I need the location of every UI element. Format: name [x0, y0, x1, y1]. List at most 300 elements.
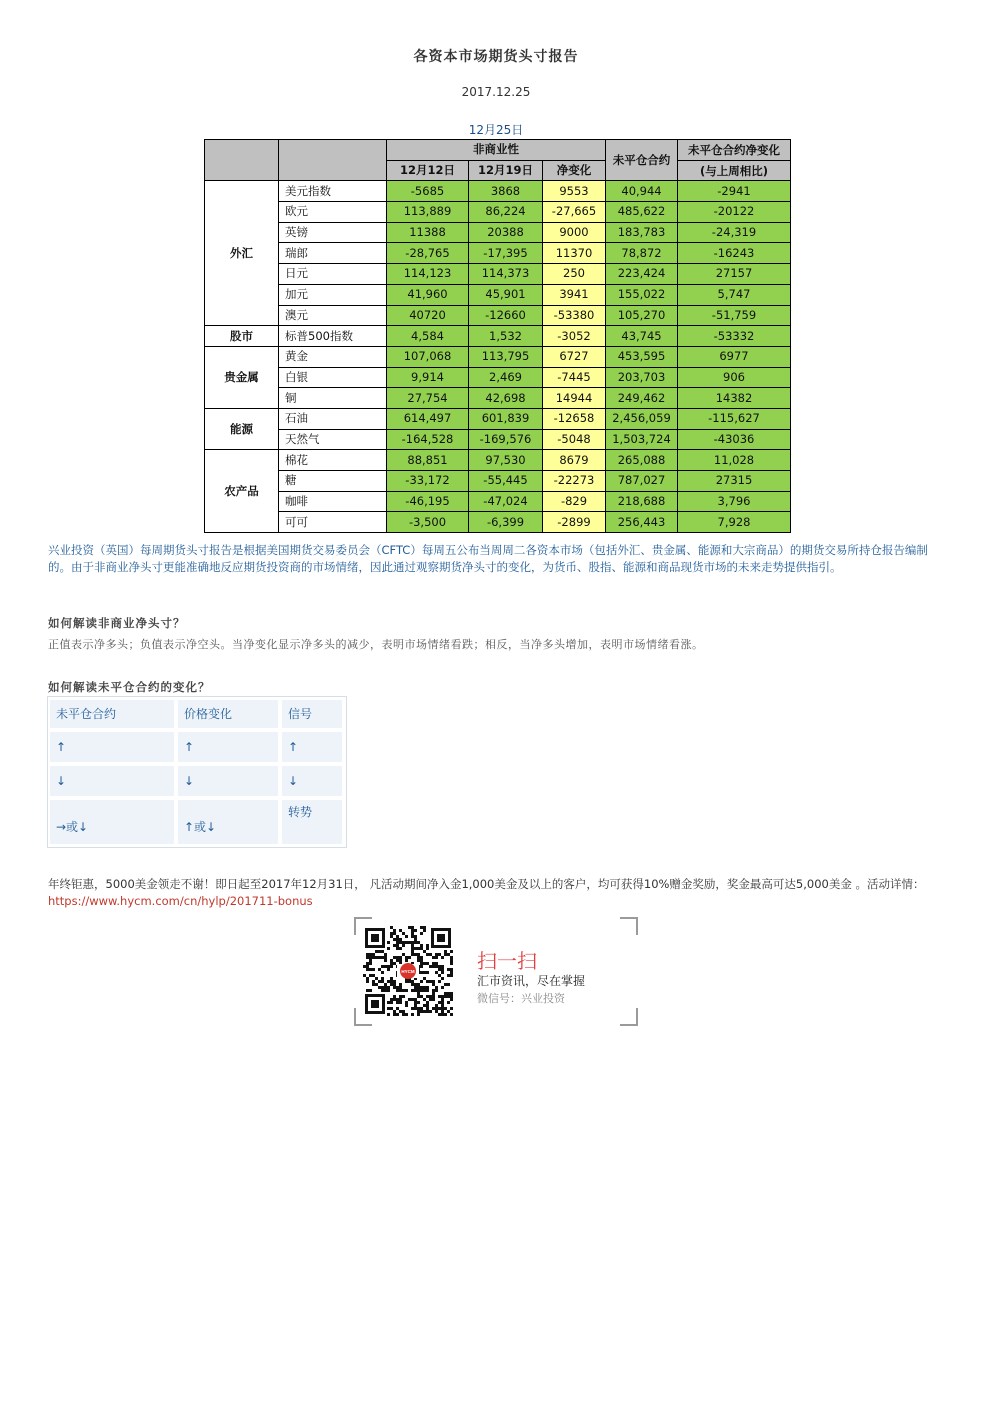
- qr-module: [393, 986, 396, 989]
- qr-module: [366, 962, 369, 965]
- qr-module: [441, 968, 444, 971]
- asset-name-cell: 糖: [279, 471, 387, 492]
- qr-module: [450, 971, 453, 974]
- category-cell: 贵金属: [205, 346, 279, 408]
- table-row: [205, 367, 791, 388]
- qr-module: [450, 992, 453, 995]
- qr-module: [426, 947, 429, 950]
- category-cell: 股市: [205, 326, 279, 347]
- qr-module: [393, 998, 396, 1001]
- qr-module: [414, 989, 417, 992]
- qr-module: [426, 1010, 429, 1013]
- qr-module: [420, 947, 423, 950]
- qr-module: [399, 983, 402, 986]
- signal-cell: ↑: [282, 732, 342, 762]
- qr-module: [417, 1007, 420, 1010]
- qr-module: [414, 935, 417, 938]
- qr-module: [381, 971, 384, 974]
- corner-mark: [620, 917, 638, 935]
- qr-module: [393, 1013, 396, 1016]
- qr-module: [384, 959, 387, 962]
- qr-module: [411, 935, 414, 938]
- qr-module: [402, 1013, 405, 1016]
- cot-table-body: [205, 181, 791, 533]
- qr-module: [387, 986, 390, 989]
- qr-module: [405, 1001, 408, 1004]
- qr-module: [432, 980, 435, 983]
- value-cell-date1: 4,584: [387, 326, 469, 347]
- qr-module: [426, 980, 429, 983]
- qr-module: [387, 1001, 390, 1004]
- qr-module: [447, 995, 450, 998]
- qr-module: [420, 971, 423, 974]
- table-row: [205, 491, 791, 512]
- oi-change-cell: 11,028: [678, 450, 791, 471]
- qr-module: [393, 932, 396, 935]
- qr-module: [366, 977, 369, 980]
- qr-module: [369, 968, 372, 971]
- qr-module: [429, 953, 432, 956]
- value-cell-date1: 11388: [387, 222, 469, 243]
- signal-cell: →或↓: [50, 800, 174, 844]
- qr-module: [405, 989, 408, 992]
- qr-module: [411, 1007, 414, 1010]
- qr-module: [393, 944, 396, 947]
- net-change-cell: -27,665: [543, 202, 606, 223]
- value-cell-date2: 97,530: [469, 450, 543, 471]
- net-change-cell: 14944: [543, 388, 606, 409]
- qr-module: [390, 977, 393, 980]
- qr-module: [405, 941, 408, 944]
- oi-change-cell: 3,796: [678, 491, 791, 512]
- qr-module: [387, 965, 390, 968]
- qr-module: [417, 1001, 420, 1004]
- qr-module: [366, 980, 369, 983]
- open-interest-cell: 787,027: [606, 471, 678, 492]
- qr-module: [438, 1013, 441, 1016]
- qr-module: [378, 980, 381, 983]
- qr-module: [390, 1001, 393, 1004]
- qr-module: [393, 956, 396, 959]
- qr-module: [411, 932, 414, 935]
- qr-module: [399, 938, 402, 941]
- qr-module: [420, 1007, 423, 1010]
- value-cell-date1: 614,497: [387, 408, 469, 429]
- signal-header-oi: 未平仓合约: [50, 700, 174, 728]
- qr-module: [420, 989, 423, 992]
- qr-module: [441, 995, 444, 998]
- oi-change-cell: 5,747: [678, 284, 791, 305]
- qr-module: [435, 971, 438, 974]
- value-cell-date2: -6,399: [469, 512, 543, 533]
- table-row: [205, 284, 791, 305]
- qr-module: [423, 971, 426, 974]
- qr-module: [435, 962, 438, 965]
- qr-module: [372, 956, 375, 959]
- qr-module: [441, 1013, 444, 1016]
- qr-module: [420, 995, 423, 998]
- qr-module: [399, 959, 402, 962]
- qr-module: [402, 1010, 405, 1013]
- qr-module: [435, 965, 438, 968]
- qr-module: [444, 953, 447, 956]
- header-net-change: 净变化: [543, 160, 606, 181]
- qr-module: [375, 983, 378, 986]
- qr-module: [432, 989, 435, 992]
- qr-module: [444, 1013, 447, 1016]
- qr-module: [381, 977, 384, 980]
- qr-module: [405, 1004, 408, 1007]
- qr-module: [417, 989, 420, 992]
- qr-module: [408, 956, 411, 959]
- value-cell-date2: 113,795: [469, 346, 543, 367]
- corner-mark: [620, 1008, 638, 1026]
- table-row: [205, 512, 791, 533]
- qr-module: [435, 986, 438, 989]
- qr-module: [402, 953, 405, 956]
- qr-module: [441, 986, 444, 989]
- qr-module: [429, 980, 432, 983]
- qr-module: [396, 1007, 399, 1010]
- value-cell-date2: 1,532: [469, 326, 543, 347]
- value-cell-date1: -46,195: [387, 491, 469, 512]
- qr-module: [417, 992, 420, 995]
- qr-module: [414, 1001, 417, 1004]
- qr-module: [399, 995, 402, 998]
- qr-module: [366, 953, 369, 956]
- qr-module: [432, 962, 435, 965]
- qr-module: [426, 971, 429, 974]
- qr-module: [384, 953, 387, 956]
- qr-module: [381, 980, 384, 983]
- open-interest-cell: 218,688: [606, 491, 678, 512]
- qr-module: [441, 1004, 444, 1007]
- qr-module: [372, 968, 375, 971]
- value-cell-date2: 86,224: [469, 202, 543, 223]
- qr-module: [390, 1007, 393, 1010]
- open-interest-cell: 2,456,059: [606, 408, 678, 429]
- asset-name-cell: 美元指数: [279, 181, 387, 202]
- open-interest-cell: 155,022: [606, 284, 678, 305]
- qr-module: [417, 959, 420, 962]
- qr-module: [396, 935, 399, 938]
- qr-module: [432, 992, 435, 995]
- qr-module: [423, 962, 426, 965]
- oi-change-cell: -115,627: [678, 408, 791, 429]
- qr-module: [426, 986, 429, 989]
- net-change-cell: -22273: [543, 471, 606, 492]
- header-oi-change-note: (与上周相比): [678, 160, 791, 181]
- qr-module: [441, 1010, 444, 1013]
- header-date1: 12月12日: [387, 160, 469, 181]
- qr-module: [438, 1001, 441, 1004]
- qr-module: [411, 929, 414, 932]
- qr-module: [393, 983, 396, 986]
- signal-table: [47, 696, 347, 848]
- qr-module: [450, 1013, 453, 1016]
- qr-module: [387, 941, 390, 944]
- qr-module: [411, 980, 414, 983]
- qr-module: [372, 980, 375, 983]
- qr-module: [438, 965, 441, 968]
- qr-module: [411, 941, 414, 944]
- qr-module: [420, 956, 423, 959]
- qr-module: [408, 926, 411, 929]
- qr-module: [441, 1007, 444, 1010]
- wechat-id: 微信号：兴业投资: [477, 992, 565, 1005]
- open-interest-cell: 43,745: [606, 326, 678, 347]
- asset-name-cell: 白银: [279, 367, 387, 388]
- qr-module: [390, 935, 393, 938]
- qr-module: [420, 1010, 423, 1013]
- qr-card: [354, 917, 638, 1026]
- qr-module: [435, 953, 438, 956]
- qr-module: [429, 998, 432, 1001]
- qr-module: [384, 986, 387, 989]
- qr-module: [396, 956, 399, 959]
- qr-module: [378, 986, 381, 989]
- header-blank-category: [205, 140, 279, 181]
- qr-module: [444, 950, 447, 953]
- faq-answer-1: 正值表示净多头；负值表示净空头。当净变化显示净多头的减少，表明市场情绪看跌；相反，当净多头增加，表明市场情绪看涨。: [48, 638, 704, 651]
- qr-module: [432, 956, 435, 959]
- qr-module: [423, 977, 426, 980]
- table-row: [205, 222, 791, 243]
- qr-module: [387, 989, 390, 992]
- open-interest-cell: 40,944: [606, 181, 678, 202]
- qr-module: [417, 995, 420, 998]
- qr-module: [447, 1010, 450, 1013]
- qr-module: [381, 950, 384, 953]
- qr-module: [420, 932, 423, 935]
- net-change-cell: 8679: [543, 450, 606, 471]
- qr-module: [414, 929, 417, 932]
- qr-module: [414, 953, 417, 956]
- qr-module: [435, 989, 438, 992]
- qr-module: [438, 1007, 441, 1010]
- oi-change-cell: -43036: [678, 429, 791, 450]
- signal-cell: 转势: [282, 800, 342, 844]
- qr-module: [423, 1010, 426, 1013]
- qr-module: [417, 983, 420, 986]
- net-change-cell: 9553: [543, 181, 606, 202]
- qr-module: [369, 974, 372, 977]
- qr-module: [423, 1004, 426, 1007]
- qr-module: [426, 1007, 429, 1010]
- qr-module: [366, 989, 369, 992]
- qr-module: [447, 953, 450, 956]
- qr-module: [408, 998, 411, 1001]
- qr-module: [450, 974, 453, 977]
- qr-module: [438, 953, 441, 956]
- value-cell-date1: 41,960: [387, 284, 469, 305]
- scan-label: 扫一扫: [477, 949, 537, 973]
- qr-module: [420, 962, 423, 965]
- qr-module: [426, 1001, 429, 1004]
- qr-module: [414, 941, 417, 944]
- qr-module: [450, 1007, 453, 1010]
- qr-module: [441, 971, 444, 974]
- qr-module: [390, 983, 393, 986]
- intro-paragraph: 兴业投资（英国）每周期货头寸报告是根据美国期货交易委员会（CFTC）每周五公布当周周二各资本市场（包括外汇、贵金属、能源和大宗商品）的期货交易所持仓报告编制的。由于非商业净头寸更能准确地反应期货投资商的市场情绪，因此通过观察期货净头寸的变化，为货币、股指、能源和商品现货市场的未来走势提供指引。: [48, 543, 928, 574]
- oi-change-cell: 27315: [678, 471, 791, 492]
- qr-module: [387, 968, 390, 971]
- promo-text: 年终钜惠，5000美金领走不谢！即日起至2017年12月31日， 凡活动期间净入金1,000美金及以上的客户，均可获得10%赠金奖励，奖金最高可达5,000美金 。活动详情：: [48, 877, 925, 891]
- value-cell-date2: 42,698: [469, 388, 543, 409]
- qr-module: [372, 983, 375, 986]
- qr-module: [411, 947, 414, 950]
- open-interest-cell: 223,424: [606, 264, 678, 285]
- qr-module: [438, 995, 441, 998]
- qr-module: [429, 1010, 432, 1013]
- qr-module: [369, 989, 372, 992]
- qr-module: [393, 938, 396, 941]
- oi-change-cell: -24,319: [678, 222, 791, 243]
- table-row: [205, 429, 791, 450]
- qr-module: [390, 959, 393, 962]
- qr-module: [378, 950, 381, 953]
- qr-module: [450, 995, 453, 998]
- qr-module: [405, 1013, 408, 1016]
- qr-module: [417, 1013, 420, 1016]
- qr-module: [381, 956, 384, 959]
- qr-module: [387, 1007, 390, 1010]
- oi-change-cell: -51,759: [678, 305, 791, 326]
- open-interest-cell: 78,872: [606, 243, 678, 264]
- qr-module: [450, 962, 453, 965]
- qr-module: [441, 956, 444, 959]
- open-interest-cell: 249,462: [606, 388, 678, 409]
- qr-module: [414, 938, 417, 941]
- value-cell-date2: 20388: [469, 222, 543, 243]
- qr-module: [396, 944, 399, 947]
- value-cell-date1: -164,528: [387, 429, 469, 450]
- qr-module: [372, 953, 375, 956]
- signal-header-signal: 信号: [282, 700, 342, 728]
- oi-change-cell: 6977: [678, 346, 791, 367]
- qr-module: [366, 965, 369, 968]
- qr-module: [438, 968, 441, 971]
- signal-cell: ↓: [50, 766, 174, 796]
- signal-cell: ↑或↓: [178, 800, 278, 844]
- qr-module: [393, 1010, 396, 1013]
- qr-module: [414, 947, 417, 950]
- qr-module: [378, 956, 381, 959]
- asset-name-cell: 标普500指数: [279, 326, 387, 347]
- value-cell-date2: 2,469: [469, 367, 543, 388]
- asset-name-cell: 棉花: [279, 450, 387, 471]
- oi-change-cell: -2941: [678, 181, 791, 202]
- header-open-interest: 未平仓合约: [606, 140, 678, 181]
- value-cell-date1: 27,754: [387, 388, 469, 409]
- oi-change-cell: -20122: [678, 202, 791, 223]
- asset-name-cell: 欧元: [279, 202, 387, 223]
- qr-module: [390, 926, 393, 929]
- net-change-cell: -7445: [543, 367, 606, 388]
- qr-module: [438, 980, 441, 983]
- table-row: [205, 388, 791, 409]
- net-change-cell: -2899: [543, 512, 606, 533]
- qr-module: [390, 962, 393, 965]
- qr-module: [435, 1010, 438, 1013]
- qr-module: [420, 944, 423, 947]
- qr-module: [393, 995, 396, 998]
- table-row: [205, 243, 791, 264]
- qr-module: [432, 1007, 435, 1010]
- qr-module: [444, 992, 447, 995]
- category-cell: 农产品: [205, 450, 279, 533]
- qr-module: [426, 1004, 429, 1007]
- net-change-cell: 250: [543, 264, 606, 285]
- oi-change-cell: -53332: [678, 326, 791, 347]
- qr-module: [432, 995, 435, 998]
- table-row: [205, 202, 791, 223]
- qr-module: [399, 947, 402, 950]
- qr-module: [423, 989, 426, 992]
- qr-module: [372, 974, 375, 977]
- signal-header-price: 价格变化: [178, 700, 278, 728]
- asset-name-cell: 加元: [279, 284, 387, 305]
- qr-module: [420, 959, 423, 962]
- qr-module: [384, 989, 387, 992]
- qr-module: [417, 1010, 420, 1013]
- net-change-cell: -3052: [543, 326, 606, 347]
- value-cell-date2: 45,901: [469, 284, 543, 305]
- qr-module: [426, 944, 429, 947]
- qr-module: [435, 1004, 438, 1007]
- qr-module: [426, 989, 429, 992]
- qr-module: [396, 941, 399, 944]
- oi-change-cell: 14382: [678, 388, 791, 409]
- page-title: 各资本市场期货头寸报告: [413, 49, 579, 65]
- asset-name-cell: 石油: [279, 408, 387, 429]
- qr-module: [375, 956, 378, 959]
- qr-module: [399, 1001, 402, 1004]
- qr-module: [399, 956, 402, 959]
- qr-module: [405, 959, 408, 962]
- qr-module: [405, 935, 408, 938]
- oi-change-cell: 906: [678, 367, 791, 388]
- asset-name-cell: 铜: [279, 388, 387, 409]
- qr-module: [411, 1013, 414, 1016]
- qr-module: [426, 953, 429, 956]
- value-cell-date2: -55,445: [469, 471, 543, 492]
- qr-module: [450, 950, 453, 953]
- value-cell-date1: 113,889: [387, 202, 469, 223]
- qr-module: [441, 998, 444, 1001]
- header-noncommercial: 非商业性: [387, 140, 606, 161]
- qr-module: [369, 953, 372, 956]
- qr-module: [411, 989, 414, 992]
- value-cell-date1: -5685: [387, 181, 469, 202]
- table-row: [205, 264, 791, 285]
- qr-module: [396, 998, 399, 1001]
- value-cell-date2: -169,576: [469, 429, 543, 450]
- qr-module: [411, 950, 414, 953]
- promo-link[interactable]: https://www.hycm.com/cn/hylp/201711-bonus: [48, 894, 313, 908]
- qr-module: [369, 959, 372, 962]
- qr-module: [447, 983, 450, 986]
- qr-module: [435, 1007, 438, 1010]
- open-interest-cell: 183,783: [606, 222, 678, 243]
- qr-module: [399, 998, 402, 1001]
- value-cell-date2: -47,024: [469, 491, 543, 512]
- oi-change-cell: 7,928: [678, 512, 791, 533]
- qr-module: [402, 989, 405, 992]
- qr-module: [417, 953, 420, 956]
- asset-name-cell: 澳元: [279, 305, 387, 326]
- qr-module: [435, 956, 438, 959]
